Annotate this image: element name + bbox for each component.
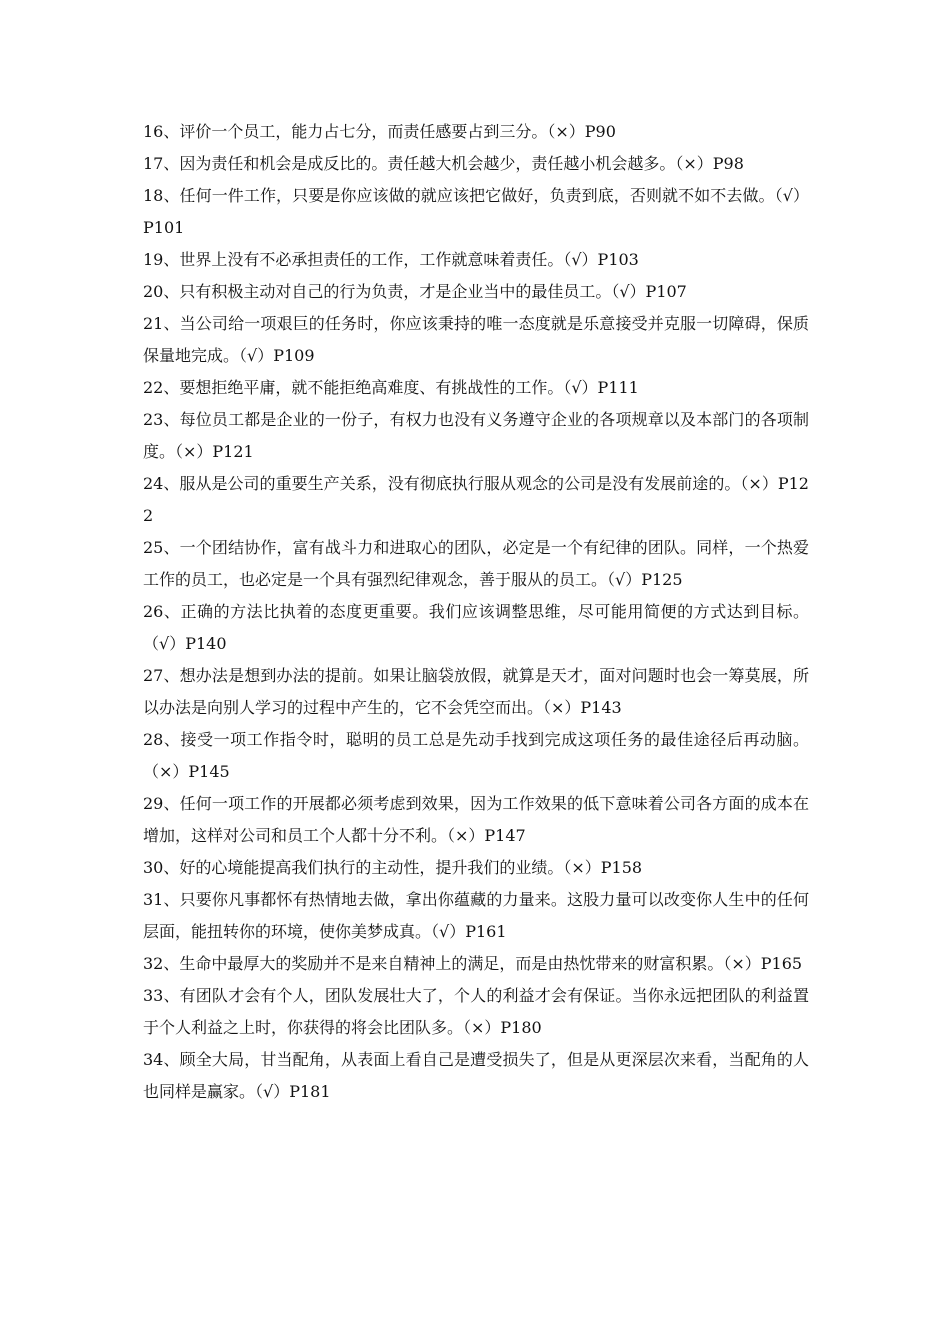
question-item-24: 24、服从是公司的重要生产关系，没有彻底执行服从观念的公司是没有发展前途的。（×）P122 xyxy=(143,474,809,525)
question-item-23: 23、每位员工都是企业的一份子，有权力也没有义务遵守企业的各项规章以及本部门的各项制度。（×）P121 xyxy=(143,410,809,461)
question-item-18: 18、任何一件工作，只要是你应该做的就应该把它做好，负责到底，否则就不如不去做。（√）P101 xyxy=(143,186,809,237)
question-item-22: 22、要想拒绝平庸，就不能拒绝高难度、有挑战性的工作。（√）P111 xyxy=(143,378,639,397)
question-item-17: 17、因为责任和机会是成反比的。责任越大机会越少，责任越小机会越多。（×）P98 xyxy=(143,154,744,173)
question-item-34: 34、顾全大局，甘当配角，从表面上看自己是遭受损失了，但是从更深层次来看，当配角的人也同样是赢家。（√）P181 xyxy=(143,1050,809,1101)
question-item-20: 20、只有积极主动对自己的行为负责，才是企业当中的最佳员工。（√）P107 xyxy=(143,282,687,301)
question-item-21: 21、当公司给一项艰巨的任务时，你应该秉持的唯一态度就是乐意接受并克服一切障碍，保质保量地完成。（√）P109 xyxy=(143,314,809,365)
question-item-30: 30、好的心境能提高我们执行的主动性，提升我们的业绩。（×）P158 xyxy=(143,858,643,877)
question-item-33: 33、有团队才会有个人，团队发展壮大了，个人的利益才会有保证。当你永远把团队的利益置于个人利益之上时，你获得的将会比团队多。（×）P180 xyxy=(143,986,809,1037)
question-item-28: 28、接受一项工作指令时，聪明的员工总是先动手找到完成这项任务的最佳途径后再动脑。（×）P145 xyxy=(143,730,809,781)
question-item-16: 16、评价一个员工，能力占七分，而责任感要占到三分。（×）P90 xyxy=(143,122,616,141)
question-item-29: 29、任何一项工作的开展都必须考虑到效果，因为工作效果的低下意味着公司各方面的成本在增加，这样对公司和员工个人都十分不利。（×）P147 xyxy=(143,794,809,845)
question-item-27: 27、想办法是想到办法的提前。如果让脑袋放假，就算是天才，面对问题时也会一筹莫展，所以办法是向别人学习的过程中产生的，它不会凭空而出。（×）P143 xyxy=(143,666,809,717)
question-item-26: 26、正确的方法比执着的态度更重要。我们应该调整思维，尽可能用简便的方式达到目标。（√）P140 xyxy=(143,602,809,653)
question-item-25: 25、一个团结协作，富有战斗力和进取心的团队，必定是一个有纪律的团队。同样，一个热爱工作的员工，也必定是一个具有强烈纪律观念，善于服从的员工。（√）P125 xyxy=(143,538,809,589)
question-item-32: 32、生命中最厚大的奖励并不是来自精神上的满足，而是由热忱带来的财富积累。（×）P165 xyxy=(143,954,803,973)
question-item-31: 31、只要你凡事都怀有热情地去做，拿出你蕴藏的力量来。这股力量可以改变你人生中的任何层面，能扭转你的环境，使你美梦成真。（√）P161 xyxy=(143,890,809,941)
question-list xyxy=(143,116,809,1108)
question-item-19: 19、世界上没有不必承担责任的工作，工作就意味着责任。（√）P103 xyxy=(143,250,639,269)
